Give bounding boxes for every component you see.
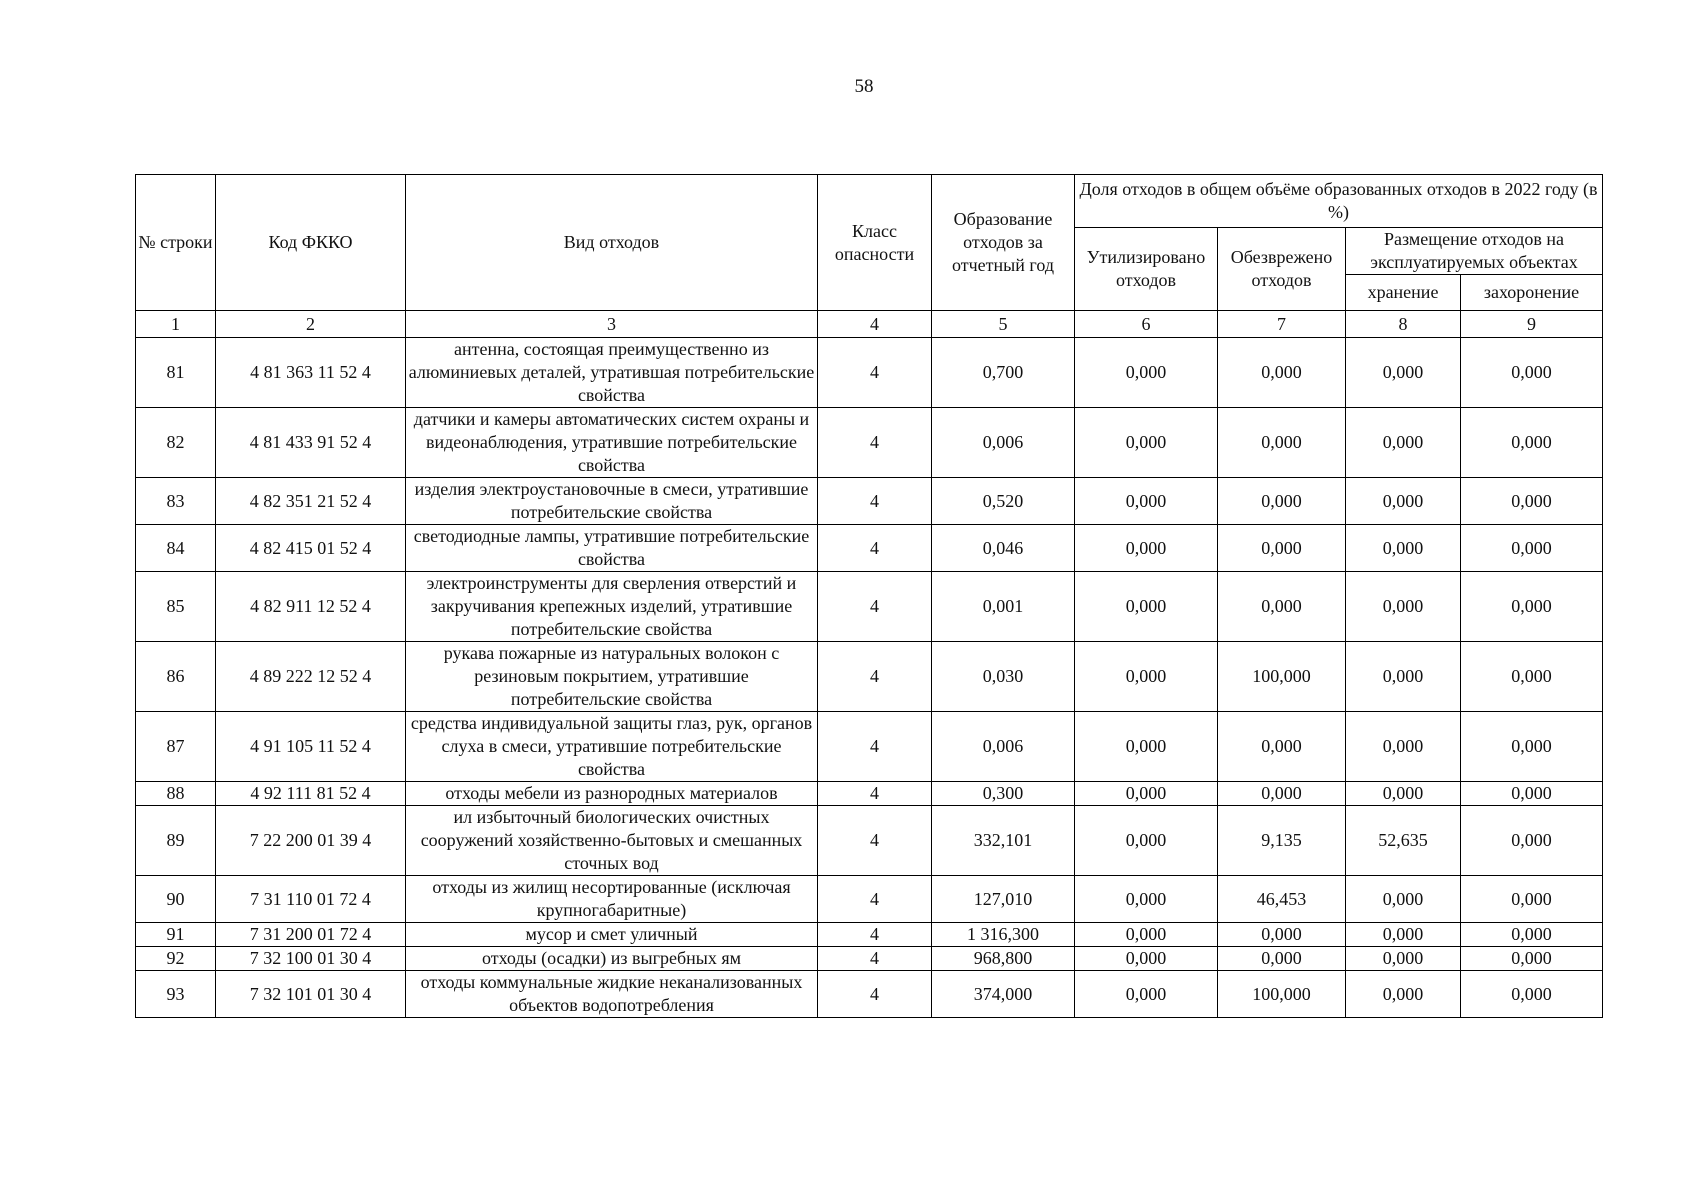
row-number: 85 — [136, 572, 216, 642]
row-number: 88 — [136, 782, 216, 806]
waste-type: светодиодные лампы, утратившие потребительские свойства — [406, 525, 818, 572]
fkko-code: 4 81 363 11 52 4 — [216, 338, 406, 408]
hazard-class: 4 — [818, 923, 932, 947]
header-hazard-class: Класс опасности — [818, 175, 932, 311]
generated-amount: 127,010 — [932, 876, 1075, 923]
hazard-class: 4 — [818, 408, 932, 478]
header-fkko-code: Код ФККО — [216, 175, 406, 311]
neutralized-share: 46,453 — [1218, 876, 1346, 923]
utilized-share: 0,000 — [1075, 876, 1218, 923]
header-storage: хранение — [1346, 275, 1461, 311]
column-number: 5 — [932, 311, 1075, 338]
waste-type: отходы коммунальные жидкие неканализованных объектов водопотребления — [406, 971, 818, 1018]
fkko-code: 4 91 105 11 52 4 — [216, 712, 406, 782]
burial-share: 0,000 — [1461, 923, 1603, 947]
table-row — [136, 971, 1603, 1018]
header-share-group: Доля отходов в общем объёме образованных отходов в 2022 году (в %) — [1075, 175, 1603, 228]
generated-amount: 0,006 — [932, 408, 1075, 478]
row-number: 87 — [136, 712, 216, 782]
storage-share: 0,000 — [1346, 572, 1461, 642]
storage-share: 0,000 — [1346, 782, 1461, 806]
header-generated: Образование отходов за отчетный год — [932, 175, 1075, 311]
table-row — [136, 782, 1603, 806]
header-neutralized: Обезврежено отходов — [1218, 228, 1346, 311]
neutralized-share: 100,000 — [1218, 971, 1346, 1018]
utilized-share: 0,000 — [1075, 338, 1218, 408]
table-row — [136, 478, 1603, 525]
burial-share: 0,000 — [1461, 876, 1603, 923]
generated-amount: 374,000 — [932, 971, 1075, 1018]
utilized-share: 0,000 — [1075, 806, 1218, 876]
fkko-code: 4 81 433 91 52 4 — [216, 408, 406, 478]
generated-amount: 968,800 — [932, 947, 1075, 971]
table-row — [136, 876, 1603, 923]
utilized-share: 0,000 — [1075, 478, 1218, 525]
utilized-share: 0,000 — [1075, 525, 1218, 572]
table-row — [136, 947, 1603, 971]
burial-share: 0,000 — [1461, 971, 1603, 1018]
burial-share: 0,000 — [1461, 642, 1603, 712]
generated-amount: 0,046 — [932, 525, 1075, 572]
row-number: 81 — [136, 338, 216, 408]
hazard-class: 4 — [818, 712, 932, 782]
hazard-class: 4 — [818, 572, 932, 642]
storage-share: 52,635 — [1346, 806, 1461, 876]
fkko-code: 7 31 200 01 72 4 — [216, 923, 406, 947]
row-number: 91 — [136, 923, 216, 947]
fkko-code: 4 82 351 21 52 4 — [216, 478, 406, 525]
column-number: 9 — [1461, 311, 1603, 338]
table-row — [136, 806, 1603, 876]
fkko-code: 4 89 222 12 52 4 — [216, 642, 406, 712]
utilized-share: 0,000 — [1075, 408, 1218, 478]
neutralized-share: 0,000 — [1218, 782, 1346, 806]
neutralized-share: 0,000 — [1218, 923, 1346, 947]
header-burial: захоронение — [1461, 275, 1603, 311]
row-number: 92 — [136, 947, 216, 971]
table-row — [136, 642, 1603, 712]
waste-type: антенна, состоящая преимущественно из алюминиевых деталей, утратившая потребительские свойства — [406, 338, 818, 408]
table-row — [136, 712, 1603, 782]
hazard-class: 4 — [818, 338, 932, 408]
row-number: 93 — [136, 971, 216, 1018]
hazard-class: 4 — [818, 947, 932, 971]
table-row — [136, 408, 1603, 478]
row-number: 83 — [136, 478, 216, 525]
row-number: 82 — [136, 408, 216, 478]
fkko-code: 7 31 110 01 72 4 — [216, 876, 406, 923]
column-number: 1 — [136, 311, 216, 338]
neutralized-share: 0,000 — [1218, 408, 1346, 478]
storage-share: 0,000 — [1346, 923, 1461, 947]
burial-share: 0,000 — [1461, 525, 1603, 572]
waste-type: отходы мебели из разнородных материалов — [406, 782, 818, 806]
hazard-class: 4 — [818, 971, 932, 1018]
fkko-code: 7 22 200 01 39 4 — [216, 806, 406, 876]
fkko-code: 4 82 911 12 52 4 — [216, 572, 406, 642]
neutralized-share: 0,000 — [1218, 572, 1346, 642]
column-number: 8 — [1346, 311, 1461, 338]
generated-amount: 0,700 — [932, 338, 1075, 408]
generated-amount: 0,001 — [932, 572, 1075, 642]
hazard-class: 4 — [818, 478, 932, 525]
utilized-share: 0,000 — [1075, 947, 1218, 971]
generated-amount: 0,030 — [932, 642, 1075, 712]
hazard-class: 4 — [818, 782, 932, 806]
header-utilized: Утилизировано отходов — [1075, 228, 1218, 311]
neutralized-share: 100,000 — [1218, 642, 1346, 712]
neutralized-share: 0,000 — [1218, 947, 1346, 971]
utilized-share: 0,000 — [1075, 971, 1218, 1018]
table-body — [136, 338, 1603, 1018]
neutralized-share: 0,000 — [1218, 478, 1346, 525]
generated-amount: 0,520 — [932, 478, 1075, 525]
column-number: 3 — [406, 311, 818, 338]
generated-amount: 332,101 — [932, 806, 1075, 876]
header-row-no: № строки — [136, 175, 216, 311]
row-number: 84 — [136, 525, 216, 572]
waste-type: изделия электроустановочные в смеси, утратившие потребительские свойства — [406, 478, 818, 525]
utilized-share: 0,000 — [1075, 572, 1218, 642]
neutralized-share: 0,000 — [1218, 712, 1346, 782]
burial-share: 0,000 — [1461, 478, 1603, 525]
storage-share: 0,000 — [1346, 525, 1461, 572]
waste-type: отходы (осадки) из выгребных ям — [406, 947, 818, 971]
neutralized-share: 9,135 — [1218, 806, 1346, 876]
table-row — [136, 525, 1603, 572]
waste-type: отходы из жилищ несортированные (исключая крупногабаритные) — [406, 876, 818, 923]
hazard-class: 4 — [818, 876, 932, 923]
utilized-share: 0,000 — [1075, 712, 1218, 782]
row-number: 90 — [136, 876, 216, 923]
utilized-share: 0,000 — [1075, 782, 1218, 806]
waste-type: ил избыточный биологических очистных сооружений хозяйственно-бытовых и смешанных сточных вод — [406, 806, 818, 876]
burial-share: 0,000 — [1461, 712, 1603, 782]
burial-share: 0,000 — [1461, 947, 1603, 971]
storage-share: 0,000 — [1346, 876, 1461, 923]
waste-type: электроинструменты для сверления отверстий и закручивания крепежных изделий, утратившие потребительские свойства — [406, 572, 818, 642]
column-number: 4 — [818, 311, 932, 338]
waste-type: мусор и смет уличный — [406, 923, 818, 947]
fkko-code: 4 92 111 81 52 4 — [216, 782, 406, 806]
storage-share: 0,000 — [1346, 947, 1461, 971]
waste-type: средства индивидуальной защиты глаз, рук, органов слуха в смеси, утратившие потребительские свойства — [406, 712, 818, 782]
page-number: 58 — [854, 76, 874, 97]
row-number: 86 — [136, 642, 216, 712]
fkko-code: 4 82 415 01 52 4 — [216, 525, 406, 572]
burial-share: 0,000 — [1461, 338, 1603, 408]
hazard-class: 4 — [818, 642, 932, 712]
column-number: 2 — [216, 311, 406, 338]
waste-type: датчики и камеры автоматических систем охраны и видеонаблюдения, утратившие потребительские свойства — [406, 408, 818, 478]
fkko-code: 7 32 100 01 30 4 — [216, 947, 406, 971]
burial-share: 0,000 — [1461, 806, 1603, 876]
waste-type: рукава пожарные из натуральных волокон с резиновым покрытием, утратившие потребительские свойства — [406, 642, 818, 712]
waste-table — [135, 174, 1603, 1018]
table-row — [136, 923, 1603, 947]
column-number: 7 — [1218, 311, 1346, 338]
generated-amount: 0,300 — [932, 782, 1075, 806]
header-waste-type: Вид отходов — [406, 175, 818, 311]
utilized-share: 0,000 — [1075, 923, 1218, 947]
storage-share: 0,000 — [1346, 478, 1461, 525]
fkko-code: 7 32 101 01 30 4 — [216, 971, 406, 1018]
neutralized-share: 0,000 — [1218, 525, 1346, 572]
storage-share: 0,000 — [1346, 642, 1461, 712]
utilized-share: 0,000 — [1075, 642, 1218, 712]
hazard-class: 4 — [818, 806, 932, 876]
column-number: 6 — [1075, 311, 1218, 338]
neutralized-share: 0,000 — [1218, 338, 1346, 408]
burial-share: 0,000 — [1461, 572, 1603, 642]
storage-share: 0,000 — [1346, 338, 1461, 408]
generated-amount: 0,006 — [932, 712, 1075, 782]
storage-share: 0,000 — [1346, 408, 1461, 478]
burial-share: 0,000 — [1461, 782, 1603, 806]
hazard-class: 4 — [818, 525, 932, 572]
burial-share: 0,000 — [1461, 408, 1603, 478]
row-number: 89 — [136, 806, 216, 876]
storage-share: 0,000 — [1346, 712, 1461, 782]
storage-share: 0,000 — [1346, 971, 1461, 1018]
table-row — [136, 572, 1603, 642]
table-row — [136, 338, 1603, 408]
generated-amount: 1 316,300 — [932, 923, 1075, 947]
header-placement-group: Размещение отходов на эксплуатируемых объектах — [1346, 228, 1603, 275]
